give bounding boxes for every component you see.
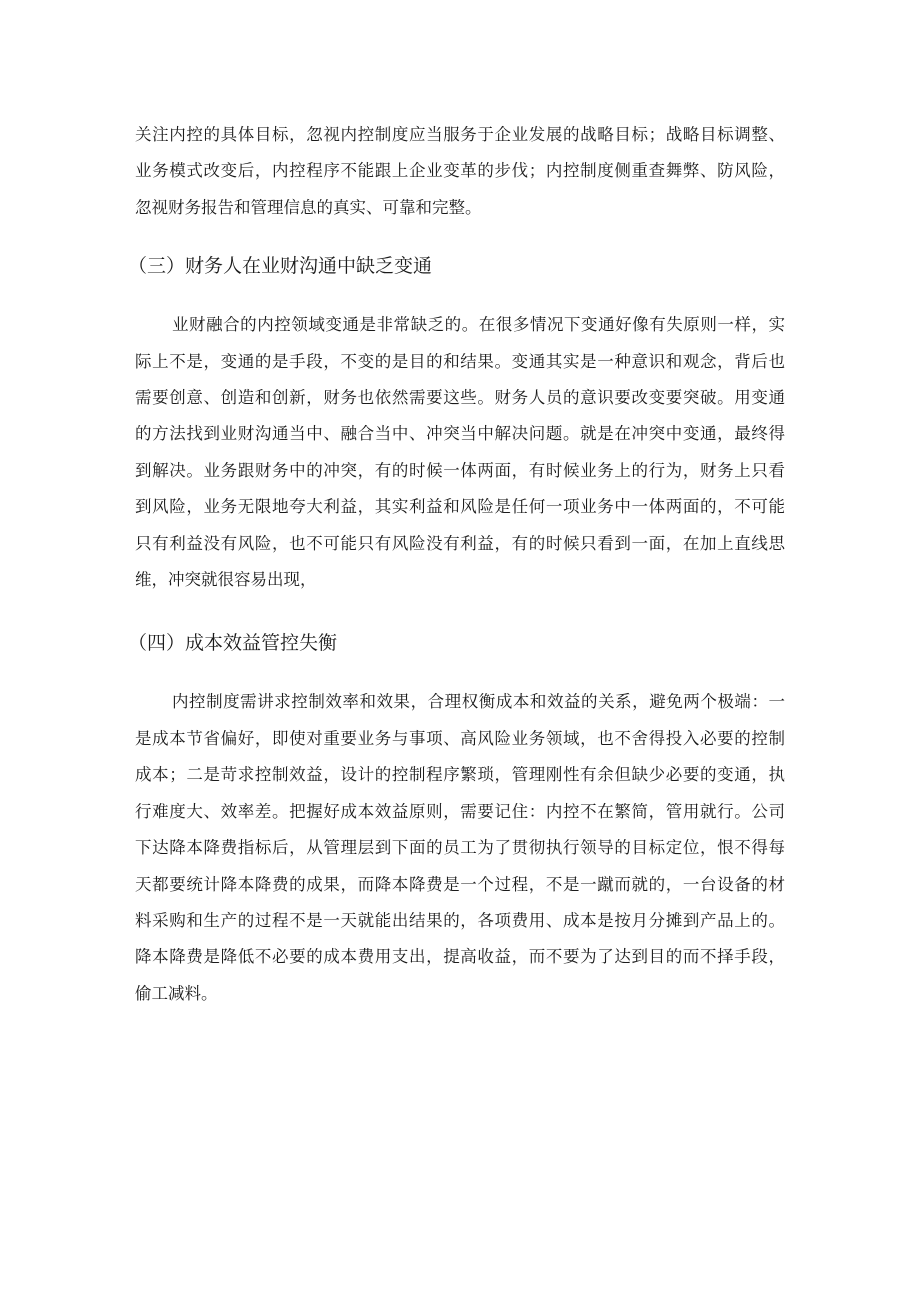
section-heading-3: （三）财务人在业财沟通中缺乏变通: [128, 255, 433, 277]
paragraph-3-line-8: 降本降费是降低不必要的成本费用支出，提高收益，而不要为了达到目的而不择手段，: [135, 947, 785, 966]
paragraph-3-line-1: 内控制度需讲求控制效率和效果，合理权衡成本和效益的关系，避免两个极端：一: [172, 692, 785, 711]
paragraph-1-line-3: 忽视财务报告和管理信息的真实、可靠和完整。: [135, 198, 482, 217]
paragraph-1-line-1: 关注内控的具体目标，忽视内控制度应当服务于企业发展的战略目标；战略目标调整、: [135, 125, 785, 144]
paragraph-3-line-3: 成本；二是苛求控制效益，设计的控制程序繁琐，管理刚性有余但缺少必要的变通，执: [135, 765, 785, 784]
paragraph-3-line-4: 行难度大、效率差。把握好成本效益原则，需要记住：内控不在繁简，管用就行。公司: [135, 802, 785, 821]
paragraph-2-line-5: 到解决。业务跟财务中的冲突，有的时候一体两面，有时候业务上的行为，财务上只看: [135, 461, 785, 480]
paragraph-2-line-8: 维，冲突就很容易出现，: [135, 570, 317, 589]
paragraph-3-line-5: 下达降本降费指标后，从管理层到下面的员工为了贯彻执行领导的目标定位，恨不得每: [135, 838, 785, 857]
paragraph-2-line-4: 的方法找到业财沟通当中、融合当中、冲突当中解决问题。就是在冲突中变通，最终得: [135, 424, 785, 443]
paragraph-2-line-7: 只有利益没有风险，也不可能只有风险没有利益，有的时候只看到一面，在加上直线思: [135, 534, 785, 553]
paragraph-3-line-2: 是成本节省偏好，即使对重要业务与事项、高风险业务领域，也不舍得投入必要的控制: [135, 729, 785, 748]
paragraph-3-line-7: 料采购和生产的过程不是一天就能出结果的，各项费用、成本是按月分摊到产品上的。: [135, 911, 785, 930]
paragraph-2-line-6: 到风险，业务无限地夸大利益，其实利益和风险是任何一项业务中一体两面的，不可能: [135, 497, 785, 516]
section-heading-4: （四）成本效益管控失衡: [128, 632, 338, 654]
paragraph-1-line-2: 业务模式改变后，内控程序不能跟上企业变革的步伐；内控制度侧重查舞弊、防风险，: [135, 161, 785, 180]
paragraph-2-line-3: 需要创意、创造和创新，财务也依然需要这些。财务人员的意识要改变要突破。用变通: [135, 388, 785, 407]
paragraph-2-line-1: 业财融合的内控领域变通是非常缺乏的。在很多情况下变通好像有失原则一样，实: [172, 315, 785, 334]
paragraph-3-line-6: 天都要统计降本降费的成果，而降本降费是一个过程，不是一蹴而就的，一台设备的材: [135, 875, 785, 894]
paragraph-3-line-9: 偷工减料。: [135, 984, 218, 1003]
paragraph-2-line-2: 际上不是，变通的是手段，不变的是目的和结果。变通其实是一种意识和观念，背后也: [135, 352, 785, 371]
